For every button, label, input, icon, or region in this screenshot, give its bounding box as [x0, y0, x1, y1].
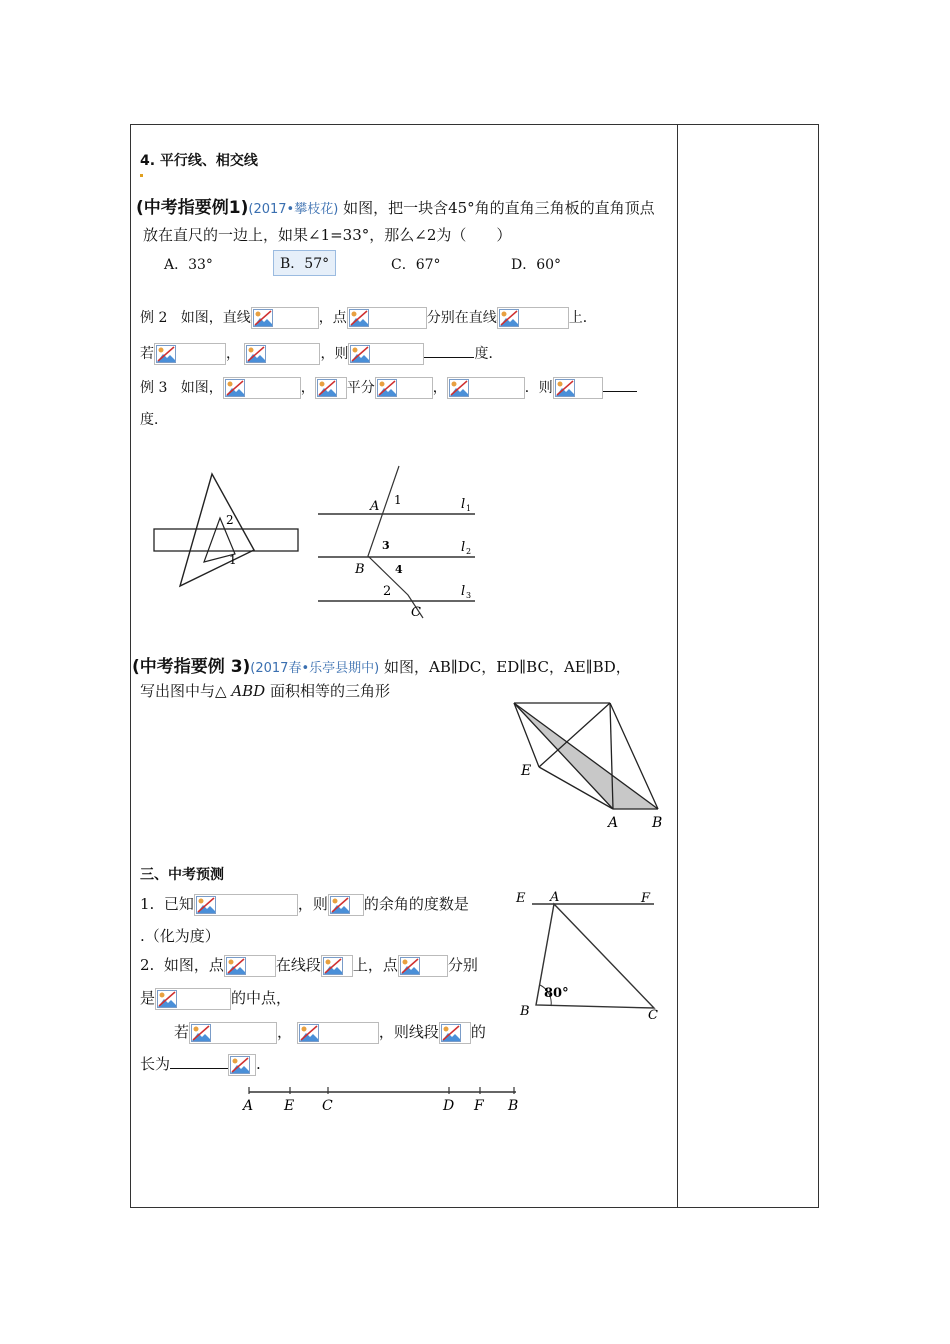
fig4-angle-label: 80°: [544, 986, 569, 1001]
fig3-label-b: B: [652, 815, 663, 831]
answer-blank[interactable]: [170, 1067, 228, 1069]
ex3-label: 例 3: [140, 380, 168, 396]
fig3-label-e: E: [521, 763, 532, 779]
figure-segment: [235, 1085, 530, 1117]
q2-line3: 若 ， ，则线段 的: [174, 1019, 486, 1045]
ex2-text: 若: [140, 346, 154, 362]
fig4-label-c: C: [648, 1008, 658, 1023]
ex1-option-c[interactable]: C．67°: [391, 257, 441, 273]
ex3b-source: (2017春•乐亭县期中): [250, 661, 380, 676]
q2-line4: 长为 .: [140, 1051, 261, 1077]
fig2-label-2: 2: [383, 584, 392, 599]
svg-text:1: 1: [466, 504, 472, 513]
fig2-label-l1: l: [461, 497, 466, 512]
q1-line2: .（化为度）: [140, 927, 220, 945]
broken-image-icon: [154, 343, 226, 365]
marker-dot: [140, 174, 143, 177]
broken-image-icon: [375, 377, 433, 399]
svg-text:2: 2: [466, 547, 472, 556]
ex1-option-a[interactable]: A．33°: [164, 257, 213, 273]
answer-blank[interactable]: [424, 356, 474, 358]
ex3-text: 平分: [346, 380, 375, 396]
ex3b-text2: 写出图中与△ ABD 面积相等的三角形: [140, 682, 390, 700]
outer-triangle: [180, 474, 254, 586]
broken-image-icon: [328, 894, 364, 916]
ex2-text: 如图，直线: [180, 310, 251, 326]
ex3-text: 度．: [140, 412, 168, 428]
segment-point-label: F: [474, 1098, 484, 1114]
broken-image-icon: [347, 307, 427, 329]
fig2-label-b: B: [355, 562, 365, 577]
answer-blank[interactable]: [603, 390, 637, 392]
ex3-text: 如图，: [180, 380, 223, 396]
section4-title: 4. 平行线、相交线: [140, 153, 258, 169]
section3-title: 三、中考预测: [140, 867, 224, 883]
figure-triangle-abc: [510, 885, 670, 1025]
segment-point-label: C: [322, 1098, 333, 1114]
broken-image-icon: [348, 343, 424, 365]
figure-parallel-lines: [315, 462, 485, 622]
broken-image-icon: [223, 377, 301, 399]
column-divider: [677, 124, 678, 1208]
ex1-text2: 放在直尺的一边上，如果∠1=33°，那么∠2为（ ）: [143, 226, 512, 244]
broken-image-icon: [398, 955, 448, 977]
segment-point-label: E: [284, 1098, 295, 1114]
fig2-label-1: 1: [394, 493, 402, 507]
ex2-text: 度．: [474, 346, 503, 362]
segment-point-label: B: [508, 1098, 519, 1114]
fig1-label-2: 2: [226, 513, 234, 527]
figure-area-triangles: [505, 695, 675, 835]
figure-triangle-ruler: [150, 468, 305, 593]
fig4-label-a: A: [550, 890, 560, 905]
q1-line1: 1. 已知 ，则 的余角的度数是: [140, 891, 469, 917]
ex2-text: 上．: [568, 310, 597, 326]
ex1-text1: 如图，把一块含45°角的直角三角板的直角顶点: [343, 199, 655, 217]
fig4-label-e: E: [516, 891, 526, 906]
ex3-line1: [140, 375, 637, 401]
segment-point-label: D: [443, 1098, 455, 1114]
ex1-option-b[interactable]: B．57°: [273, 250, 336, 276]
q2-line1: 2. 如图，点 在线段 上，点 分别: [140, 952, 478, 978]
ex1-line1: [136, 193, 655, 218]
ex2-text: ，: [226, 346, 240, 362]
ex3b-heading: (中考指要例 3): [132, 657, 251, 677]
fig2-label-3: 3: [382, 539, 390, 552]
ex1-option-d[interactable]: D．60°: [511, 257, 562, 273]
broken-image-icon: [224, 955, 276, 977]
fig4-label-f: F: [641, 891, 651, 906]
ex2-text: 分别在直线: [426, 310, 497, 326]
broken-image-icon: [251, 307, 319, 329]
ex3-text: ．则: [524, 380, 553, 396]
broken-image-icon: [244, 343, 320, 365]
ex1-heading: (中考指要例1): [136, 198, 249, 218]
svg-text:3: 3: [466, 591, 472, 600]
ex2-text: ，点: [318, 310, 347, 326]
broken-transversal: [368, 466, 423, 618]
ex1-source: (2017•攀枝花): [248, 202, 339, 217]
broken-image-icon: [439, 1022, 471, 1044]
broken-image-icon: [194, 894, 298, 916]
q2-line2: 是 的中点，: [140, 985, 291, 1011]
broken-image-icon: [553, 377, 603, 399]
fig1-label-1: 1: [229, 553, 237, 567]
ex2-line1: [140, 305, 597, 331]
fig2-label-l2: l: [461, 540, 466, 555]
broken-image-icon: [497, 307, 569, 329]
fig2-label-a: A: [370, 499, 380, 514]
ex3b-text1: 如图，AB∥DC，ED∥BC，AE∥BD，: [383, 658, 631, 676]
broken-image-icon: [315, 377, 347, 399]
ex3-text: ，: [300, 380, 315, 396]
broken-image-icon: [297, 1022, 379, 1044]
ex2-text: ，则: [320, 346, 349, 362]
broken-image-icon: [447, 377, 525, 399]
broken-image-icon: [321, 955, 353, 977]
broken-image-icon: [189, 1022, 277, 1044]
fig2-label-4: 4: [395, 563, 403, 576]
fig3-label-a: A: [608, 815, 619, 831]
ex3b-line1: [132, 652, 631, 677]
fig4-label-b: B: [520, 1004, 530, 1019]
broken-image-icon: [155, 988, 231, 1010]
fig2-label-c: C: [411, 605, 421, 620]
ex3-text: ，: [432, 380, 447, 396]
broken-image-icon: [228, 1054, 256, 1076]
ex2-label: 例 2: [140, 310, 168, 326]
fig2-label-l3: l: [461, 584, 466, 599]
ex2-line2: [140, 341, 502, 367]
segment-point-label: A: [243, 1098, 254, 1114]
